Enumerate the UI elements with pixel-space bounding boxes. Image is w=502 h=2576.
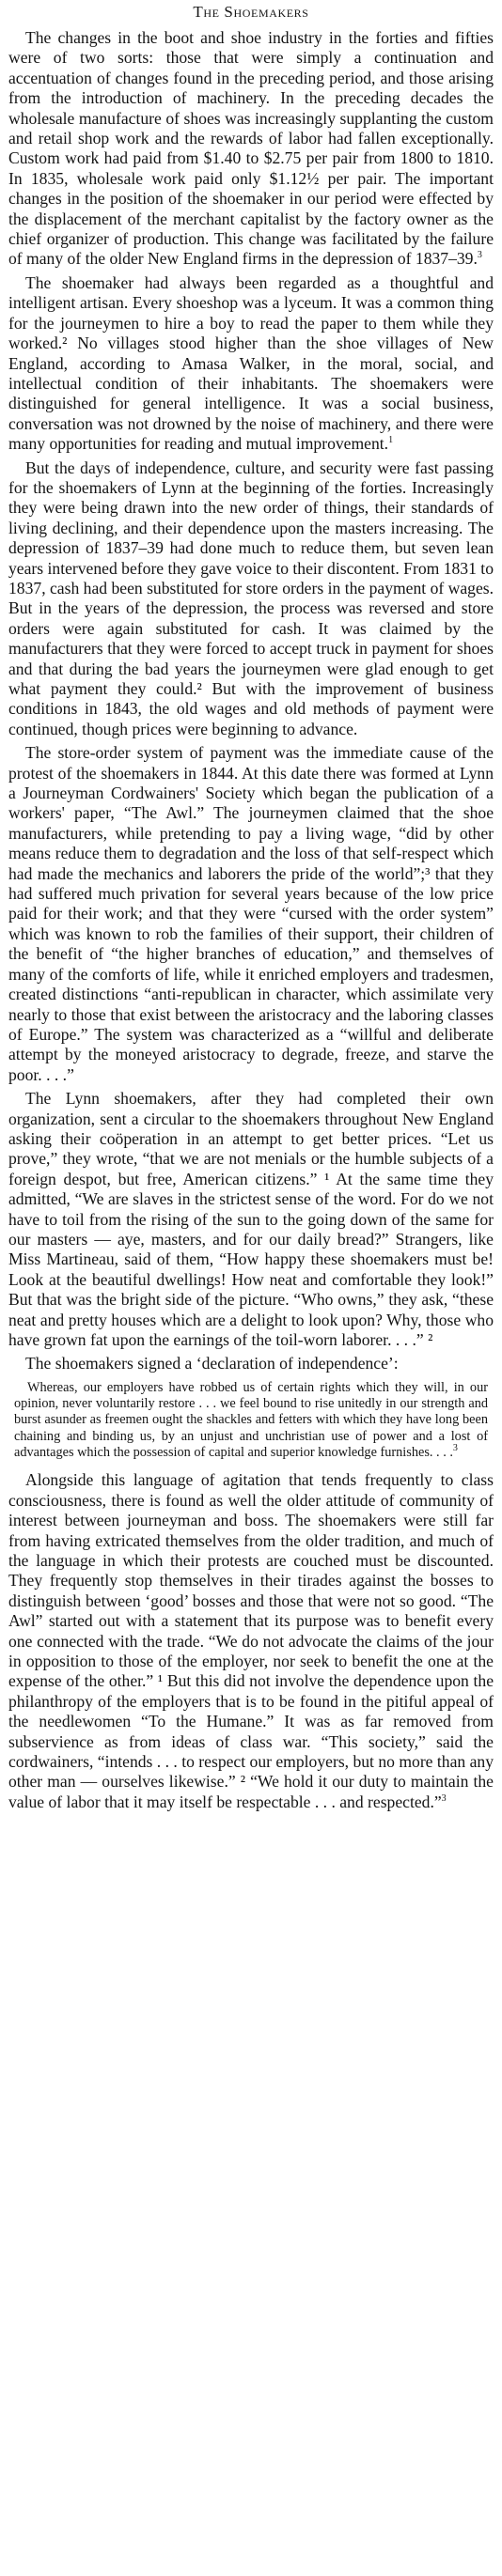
footnote-marker: 3 (441, 1792, 447, 1804)
footnote-marker: 3 (452, 1443, 458, 1454)
paragraph-text: But the days of independence, culture, and security were fast passing for the shoemakers of Lynn at the beginning of the forties. Increasingly they were being drawn into the new order of things, their standards of living declining, and their dependence upon the masters increasing. The depression of 1837–39 had done much to reduce them, but seven lean years intervened before they gave voice to their discontent. From 1831 to 1837, cash had been substituted for store orders in the payment of wages. But in the years of the depression, the process was reversed and store orders were again substituted for cash. It was claimed by the manufacturers that they were forced to accept truck in payment for shoes and that during the bad years the journeymen were glad enough to get what payment they could.² But with the improvement of business conditions in 1843, the old wages and old methods of payment were continued, though prices were beginning to advance. (8, 458, 494, 738)
footnote-marker: 3 (477, 250, 482, 261)
paragraph-community-of-interest (8, 1470, 494, 1812)
paragraph-industry-changes (8, 28, 494, 270)
book-page (8, 2, 494, 2574)
block-quote-declaration (14, 1380, 488, 1461)
section-title: The Shoemakers (193, 3, 309, 21)
paragraph-lynn-circular (8, 1089, 494, 1350)
footnote-marker: 1 (388, 435, 394, 446)
paragraph-independence (8, 458, 494, 740)
paragraph-text: The Lynn shoemakers, after they had completed their own organization, sent a circular to the shoemakers throughout New England asking their coöperation in an attempt to get better prices. “Let us prove,” they wrote, “that we are not menials or the humble subjects of a foreign despot, but free, American citizens.” ¹ At the same time they admitted, “We are slaves in the strictest sense of the word. For do we not have to toil from the rising of the sun to the going down of the same for our masters — aye, masters, and for our daily bread?” Strangers, like Miss Martineau, said of them, “How happy these shoemakers must be! Look at the beautiful dwellings! How neat and comfortable they look!” But that was the bright side of the picture. “Who owns,” they ask, “these neat and pretty houses which are a delight to look upon? Why, those who have grown fat upon the earnings of the toil-worn laborer. . . .” ² (8, 1089, 494, 1349)
paragraph-text: The shoemaker had always been regarded as a thoughtful and intelligent artisan. Every shoeshop was a lyceum. It was a common thing for the journeymen to hire a boy to read the paper to them while they worked.² No villages stood higher than the shoe villages of New England, according to Amasa Walker, in the moral, social, and intellectual condition of their inhabitants. The shoemakers were distinguished for general intelligence. It was a social business, conversation was not drowned by the noise of machinery, and there were many opportunities for reading and mutual improvement. (8, 272, 494, 454)
paragraph-text: The store-order system of payment was the immediate cause of the protest of the shoemakers in 1844. At this date there was formed at Lynn a Journeyman Cordwainers' Society which began the publication of a workers' paper, “The Awl.” The journeymen claimed that the shoe manufacturers, while pretending to pay a living wage, “did by other means reduce them to degradation and the loss of that self-respect which had made the mechanics and laborers the pride of the world”;³ that they had suffered much privation for several years because of the low price paid for their work; and that they were “cursed with the order system” which was known to rob the families of their support, their children of the benefit of “the higher branches of education,” and themselves of many of the comforts of life, while it enriched employers and tradesmen, created distinctions “anti-republican in character, which assimilate very nearly to those that exist between the aristocracy and the laboring classes of Europe.” The system was characterized as a “willful and deliberate attempt by the moneyed aristocracy to degrade, freeze, and starve the poor. . . .” (8, 743, 494, 1084)
paragraph-declaration-intro (8, 1354, 494, 1373)
quote-text: Whereas, our employers have robbed us of certain rights which they will, in our opinion, never voluntarily restore . . . we feel bound to rise unitedly in our strength and burst asunder as freemen ought the shackles and fetters with which they have long been chaining and binding us, by an unjust and unchristian use of power and a lost of advantages which the possession of capital and superior knowledge furnishes. . . . (14, 1379, 488, 1460)
paragraph-text: Alongside this language of agitation that tends frequently to class consciousness, there is found as well the older attitude of community of interest between journeyman and boss. The shoemakers were still far from having extricated themselves from the older tradition, and much of the language in which their protests are couched must be discounted. They frequently stop themselves in their tirades against the bosses to distinguish between ‘good’ bosses and those that were not so good. “The Awl” started out with a statement that its purpose was to benefit every one connected with the trade. “We do not advocate the claims of the jour in opposition to those of the employer, nor seek to benefit the one at the expense of the other.” ¹ But this did not involve the dependence upon the philanthropy of the employers that is to be found in the pitiful appeal of the needlewomen “To the Humane.” It was as far removed from subservience as from ideas of class war. “This society,” said the cordwainers, “intends . . . to respect our employers, but no more than any other man — ourselves likewise.” ² “We hold it our duty to maintain the value of labor that it may itself be respectable . . . and respected.” (8, 1470, 494, 1811)
paragraph-artisan (8, 273, 494, 455)
paragraph-store-order (8, 743, 494, 1085)
paragraph-text: The changes in the boot and shoe industry in the forties and fifties were of two sorts: those that were simply a continuation and accentuation of changes found in the preceding period, and those arising from the introduction of machinery. In the preceding decades the wholesale manufacture of shoes was increasingly supplanting the custom and retail shop work and the rewards of labor had fallen exceptionally. Custom work had paid from $1.40 to $2.75 per pair from 1800 to 1810. In 1835, wholesale work paid only $1.12½ per pair. The important changes in the position of the shoemaker in our period were effected by the displacement of the merchant capitalist by the factory owner as the chief organizer of production. This change was facilitated by the failure of many of the older New England firms in the depression of 1837–39. (8, 28, 494, 269)
paragraph-text: The shoemakers signed a ‘declaration of independence’: (25, 1354, 399, 1373)
